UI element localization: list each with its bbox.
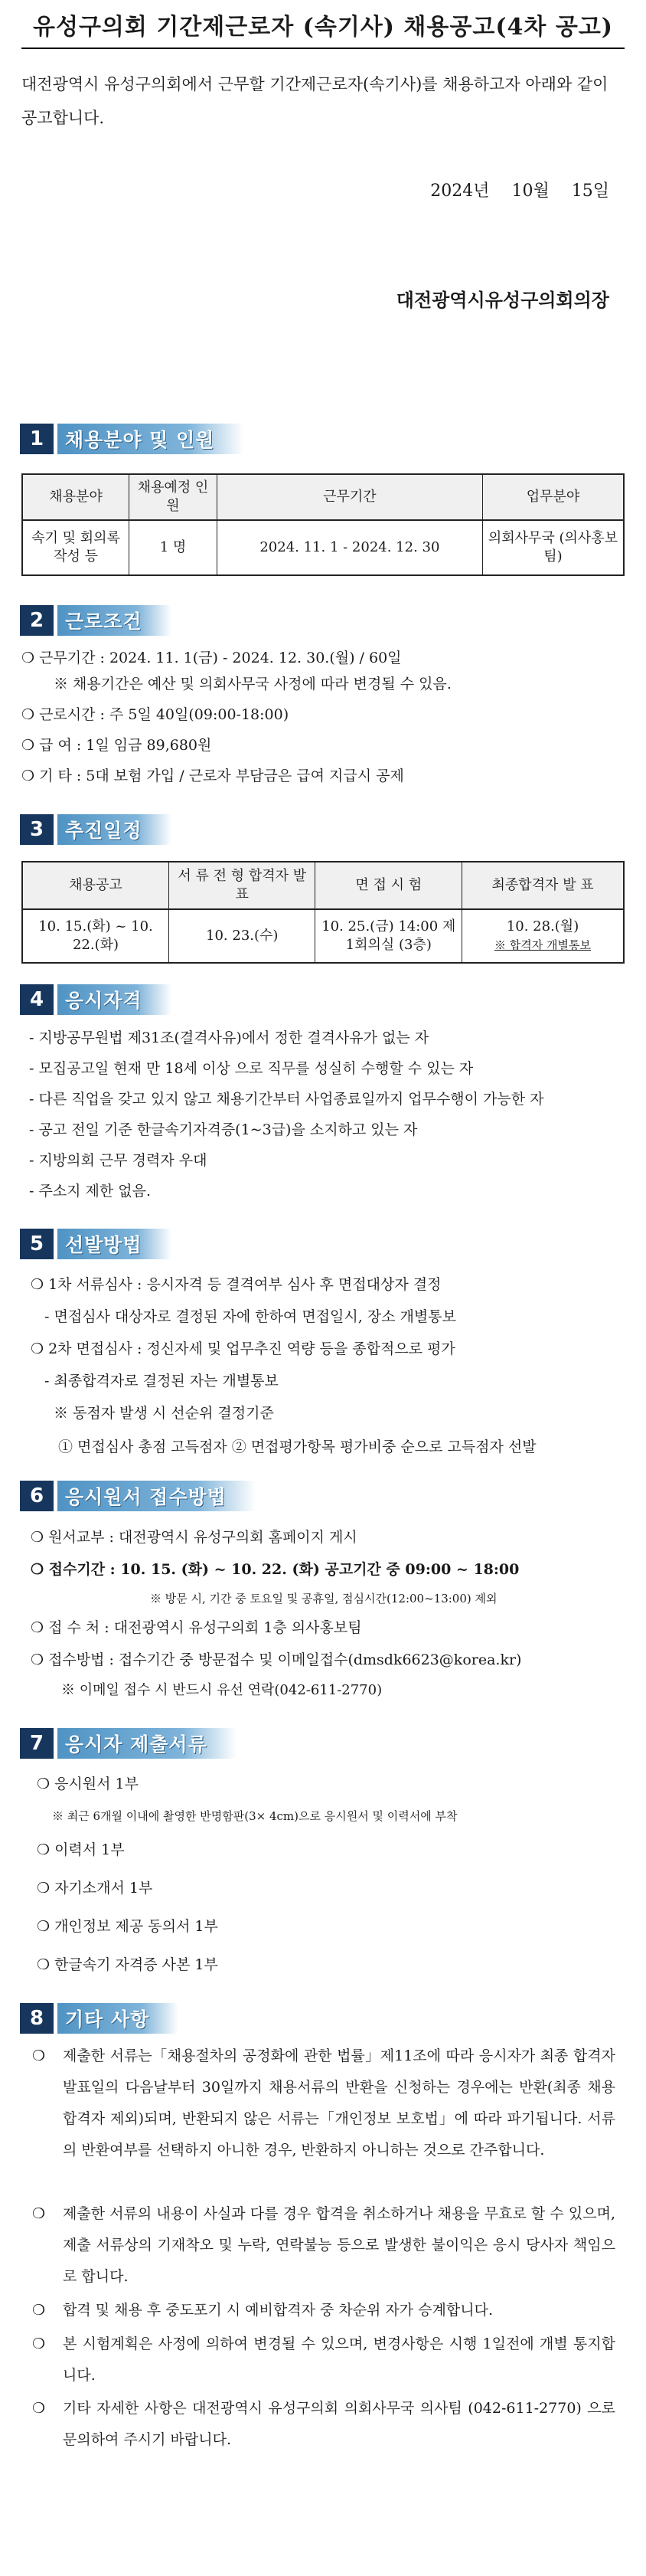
table-header: 면 접 시 험 xyxy=(315,862,462,909)
section-number: 6 xyxy=(20,1481,54,1511)
final-note: ※ 합격자 개별통보 xyxy=(494,938,591,952)
section-6-header xyxy=(20,1481,256,1511)
section-title: 기타 사항 xyxy=(57,2003,178,2034)
table-header: 최종합격자 발 표 xyxy=(462,862,624,909)
table-header: 채용예정 인 원 xyxy=(129,474,217,520)
recruit-table xyxy=(21,473,625,576)
document-note: ※ 최근 6개월 이내에 촬영한 반명함판(3× 4cm)으로 응시원서 및 이력서에 부착 xyxy=(52,1809,458,1823)
signer: 대전광역시유성구의회의장 xyxy=(396,289,609,311)
table-cell xyxy=(462,909,624,963)
other-text: 제출한 서류는「채용절차의 공정화에 관한 법률」제11조에 따라 응시자가 최종 합격자 발표일의 다음날부터 30일까지 채용서류의 반환을 신청하는 경우에는 반환(최종 채용 합격자 제외)되며, 반환되지 않은 서류는「개인정보 보호법」에 따라 파기됩니다. 서류의 반환여부를 선택하지 아니한 경우, 반환하지 아니하는 것으로 간주합니다. xyxy=(63,2047,615,2159)
intro-text: 대전광역시 유성구의회에서 근무할 기간제근로자(속기사)를 채용하고자 아래와 같이 공고합니다. xyxy=(21,75,608,127)
qualification-item: - 모집공고일 현재 만 18세 이상 으로 직무를 성실히 수행할 수 있는 자 xyxy=(29,1060,474,1077)
qualification-item: - 주소지 제한 없음. xyxy=(29,1183,152,1200)
table-header: 서 류 전 형 합격자 발표 xyxy=(169,862,315,909)
bullet: ❍ xyxy=(32,2400,46,2417)
section-number: 1 xyxy=(20,424,54,454)
selection-sub: - 면접심사 대상자로 결정된 자에 한하여 면접일시, 장소 개별통보 xyxy=(44,1308,456,1325)
section-8-header xyxy=(20,2003,178,2034)
document-item: ❍ 이력서 1부 xyxy=(37,1841,125,1858)
section-title: 응시자격 xyxy=(57,984,171,1015)
section-5-header xyxy=(20,1229,171,1259)
section-number: 4 xyxy=(20,984,54,1015)
final-date: 10. 28.(월) xyxy=(506,918,579,934)
document-item: ❍ 한글속기 자격증 사본 1부 xyxy=(37,1956,218,1973)
other-text: 기타 자세한 사항은 대전광역시 유성구의회 의회사무국 의사팀 (042-611-2770) 으로 문의하여 주시기 바랍니다. xyxy=(63,2400,615,2448)
qualification-item: - 다른 직업을 갖고 있지 않고 채용기간부터 사업종료일까지 업무수행이 가능한 자 xyxy=(29,1091,544,1108)
table-cell: 2024. 11. 1 - 2024. 12. 30 xyxy=(217,520,482,575)
other-text: 제출한 서류의 내용이 사실과 다를 경우 합격을 취소하거나 채용을 무효로 할 수 있으며, 제출 서류상의 기재착오 및 누락, 연락불능 등으로 발생한 불이익은 응시 당사자 책임으로 합니다. xyxy=(63,2205,615,2285)
other-text: 합격 및 채용 후 중도포기 시 예비합격자 중 차순위 자가 승계합니다. xyxy=(63,2302,493,2319)
table-cell: 10. 23.(수) xyxy=(169,909,315,963)
section-7-header xyxy=(20,1728,237,1759)
section-number: 2 xyxy=(20,605,54,636)
section-3-header xyxy=(20,814,171,845)
document-item: ❍ 개인정보 제공 동의서 1부 xyxy=(37,1918,218,1935)
table-cell: 10. 15.(화) ~ 10. 22.(화) xyxy=(22,909,169,963)
period-value: 10. 15. (화) ~ 10. 22. (화) 공고기간 중 09:00 ~ 18:00 xyxy=(120,1561,520,1578)
other-item xyxy=(34,2041,615,2166)
table-cell: 속기 및 회의록작성 등 xyxy=(22,520,129,575)
section-title: 응시원서 접수방법 xyxy=(57,1481,256,1511)
other-item xyxy=(34,2295,615,2326)
document-item: ❍ 응시원서 1부 xyxy=(37,1776,139,1792)
section-1-header xyxy=(20,424,243,454)
application-period xyxy=(31,1555,635,1584)
bullet: ❍ xyxy=(32,2302,46,2319)
section-4-header xyxy=(20,984,171,1015)
selection-line: ❍ 2차 면접심사 : 정신자세 및 업무추진 역량 등을 종합적으로 평가 xyxy=(31,1340,455,1357)
section-2-header xyxy=(20,605,171,636)
section-number: 5 xyxy=(20,1229,54,1259)
schedule-table xyxy=(21,861,625,964)
section-number: 7 xyxy=(20,1728,54,1759)
title-divider xyxy=(21,47,625,49)
selection-sub: - 최종합격자로 결정된 자는 개별통보 xyxy=(44,1373,279,1389)
notice-date: 2024년 10월 15일 xyxy=(430,182,609,201)
application-note: ※ 이메일 접수 시 반드시 유선 연락(042-611-2770) xyxy=(61,1682,383,1698)
condition-line: ❍ 급 여 : 1일 임금 89,680원 xyxy=(21,737,212,754)
table-cell: 의회사무국 (의사홍보팀) xyxy=(482,520,624,575)
bullet: ❍ xyxy=(32,2335,46,2352)
bullet: ❍ xyxy=(32,2047,46,2064)
other-item xyxy=(34,2329,615,2391)
other-item xyxy=(34,2393,615,2456)
bullet: ❍ xyxy=(32,2205,46,2222)
application-line: ❍ 원서교부 : 대전광역시 유성구의회 홈페이지 게시 xyxy=(31,1529,357,1546)
section-title: 근로조건 xyxy=(57,605,171,636)
condition-note: ※ 채용기간은 예산 및 의회사무국 사정에 따라 변경될 수 있음. xyxy=(54,676,452,692)
section-number: 3 xyxy=(20,814,54,845)
application-line: ❍ 접수방법 : 접수기간 중 방문접수 및 이메일접수(dmsdk6623@korea.kr) xyxy=(31,1651,522,1668)
application-note: ※ 방문 시, 기간 중 토요일 및 공휴일, 점심시간(12:00~13:00) 제외 xyxy=(150,1592,498,1605)
condition-line: ❍ 기 타 : 5대 보험 가입 / 근로자 부담금은 급여 지급시 공제 xyxy=(21,768,404,784)
section-title: 채용분야 및 인원 xyxy=(57,424,243,454)
period-label: ❍ 접수기간 : xyxy=(31,1561,121,1578)
qualification-item: - 공고 전일 기준 한글속기자격증(1~3급)을 소지하고 있는 자 xyxy=(29,1121,418,1138)
selection-criteria: ① 면접심사 총점 고득점자 ② 면접평가항목 평가비중 순으로 고득점자 선발 xyxy=(58,1439,537,1455)
document-item: ❍ 자기소개서 1부 xyxy=(37,1880,153,1897)
section-title: 응시자 제출서류 xyxy=(57,1728,237,1759)
section-title: 추진일정 xyxy=(57,814,171,845)
other-item xyxy=(34,2198,615,2293)
other-text: 본 시험계획은 사정에 의하여 변경될 수 있으며, 변경사항은 시행 1일전에 개별 통지합니다. xyxy=(63,2335,615,2384)
notice-title: 유성구의회 기간제근로자 (속기사) 채용공고(4차 공고) xyxy=(32,14,613,41)
table-header: 채용공고 xyxy=(22,862,169,909)
table-header: 업무분야 xyxy=(482,474,624,520)
selection-line: ❍ 1차 서류심사 : 응시자격 등 결격여부 심사 후 면접대상자 결정 xyxy=(31,1276,442,1293)
table-header: 근무기간 xyxy=(217,474,482,520)
selection-note: ※ 동점자 발생 시 선순위 결정기준 xyxy=(54,1405,274,1422)
condition-line: ❍ 근로시간 : 주 5일 40일(09:00-18:00) xyxy=(21,706,289,723)
application-line: ❍ 접 수 처 : 대전광역시 유성구의회 1층 의사홍보팀 xyxy=(31,1619,362,1636)
condition-line: ❍ 근무기간 : 2024. 11. 1(금) - 2024. 12. 30.(월) / 60일 xyxy=(21,650,402,666)
section-title: 선발방법 xyxy=(57,1229,171,1259)
section-number: 8 xyxy=(20,2003,54,2034)
table-cell: 10. 25.(금) 14:00 제1회의실 (3층) xyxy=(315,909,462,963)
table-row xyxy=(22,520,624,575)
table-header: 채용분야 xyxy=(22,474,129,520)
table-cell: 1 명 xyxy=(129,520,217,575)
qualification-item: - 지방공무원법 제31조(결격사유)에서 정한 결격사유가 없는 자 xyxy=(29,1029,429,1046)
table-row xyxy=(22,909,624,963)
qualification-item: - 지방의회 근무 경력자 우대 xyxy=(29,1152,207,1169)
